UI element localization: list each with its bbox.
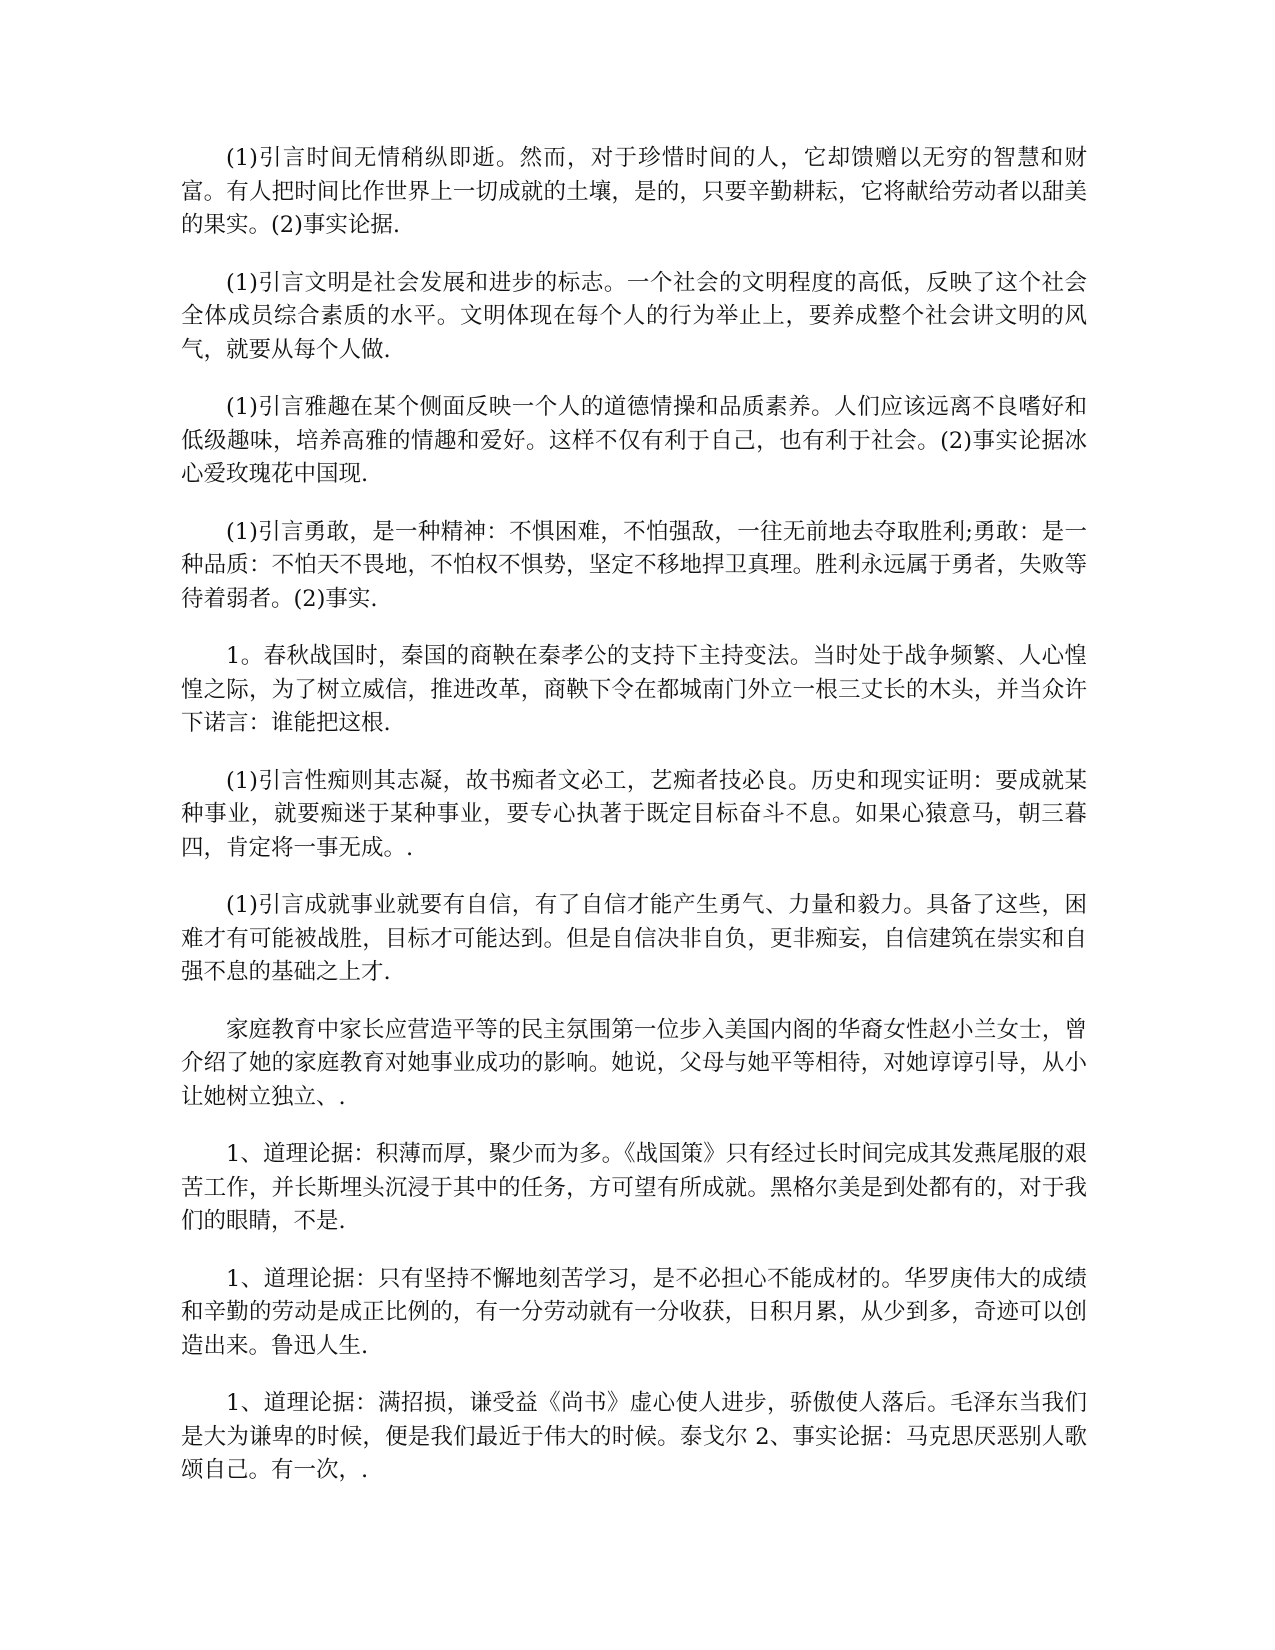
paragraph-10: 1、道理论据：只有坚持不懈地刻苦学习，是不必担心不能成材的。华罗庚伟大的成绩和辛勤的劳动是成正比例的，有一分劳动就有一分收获，日积月累，从少到多，奇迹可以创造出来。鲁迅人生. [181, 1265, 1087, 1359]
paragraph-3: (1)引言雅趣在某个侧面反映一个人的道德情操和品质素养。人们应该远离不良嗜好和低级趣味，培养高雅的情趣和爱好。这样不仅有利于自己，也有利于社会。(2)事实论据冰心爱玫瑰花中国现. [181, 394, 1087, 487]
paragraph-5: 1。春秋战国时，秦国的商鞅在秦孝公的支持下主持变法。当时处于战争频繁、人心惶惶之际，为了树立威信，推进改革，商鞅下令在都城南门外立一根三丈长的木头，并当众许下诺言：谁能把这根. [181, 643, 1087, 736]
paragraph-2: (1)引言文明是社会发展和进步的标志。一个社会的文明程度的高低，反映了这个社会全体成员综合素质的水平。文明体现在每个人的行为举止上，要养成整个社会讲文明的风气，就要从每个人做. [181, 269, 1087, 363]
paragraph-1: (1)引言时间无情稍纵即逝。然而，对于珍惜时间的人，它却馈赠以无穷的智慧和财富。有人把时间比作世界上一切成就的土壤，是的，只要辛勤耕耘，它将献给劳动者以甜美的果实。(2)事实论据. [181, 145, 1087, 238]
paragraph-7: (1)引言成就事业就要有自信，有了自信才能产生勇气、力量和毅力。具备了这些，困难才有可能被战胜，目标才可能达到。但是自信决非自负，更非痴妄，自信建筑在崇实和自强不息的基础之上才. [181, 892, 1087, 985]
paragraph-4: (1)引言勇敢，是一种精神：不惧困难，不怕强敌，一往无前地去夺取胜利;勇敢：是一种品质：不怕天不畏地，不怕权不惧势，坚定不移地捍卫真理。胜利永远属于勇者，失败等待着弱者。(2)事实. [181, 518, 1087, 612]
paragraph-6: (1)引言性痴则其志凝，故书痴者文必工，艺痴者技必良。历史和现实证明：要成就某种事业，就要痴迷于某种事业，要专心执著于既定目标奋斗不息。如果心猿意马，朝三暮四，肯定将一事无成。. [181, 767, 1087, 861]
paragraph-9: 1、道理论据：积薄而厚，聚少而为多。《战国策》只有经过长时间完成其发燕尾服的艰苦工作，并长斯埋头沉浸于其中的任务，方可望有所成就。黑格尔美是到处都有的，对于我们的眼睛，不是. [181, 1141, 1087, 1234]
paragraph-11: 1、道理论据：满招损，谦受益《尚书》虚心使人进步，骄傲使人落后。毛泽东当我们是大为谦卑的时候，便是我们最近于伟大的时候。泰戈尔 2、事实论据：马克思厌恶别人歌颂自己。有一次，. [181, 1390, 1087, 1483]
paragraph-8: 家庭教育中家长应营造平等的民主氛围第一位步入美国内阁的华裔女性赵小兰女士，曾介绍了她的家庭教育对她事业成功的影响。她说，父母与她平等相待，对她谆谆引导，从小让她树立独立、. [181, 1016, 1087, 1110]
document-body [181, 142, 1087, 1512]
